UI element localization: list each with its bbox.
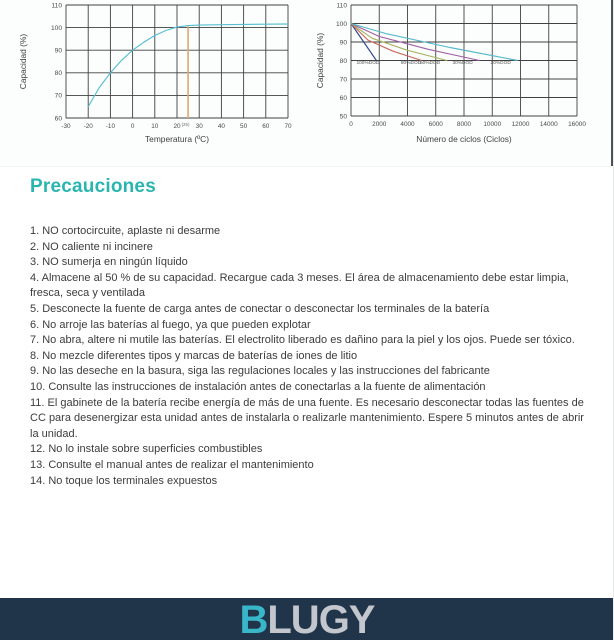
svg-text:14000: 14000 bbox=[539, 121, 558, 128]
svg-text:110: 110 bbox=[51, 2, 62, 10]
svg-text:70: 70 bbox=[284, 123, 292, 130]
svg-text:Número de ciclos (Ciclos): Número de ciclos (Ciclos) bbox=[416, 134, 512, 144]
svg-text:30: 30 bbox=[195, 123, 203, 130]
svg-text:50: 50 bbox=[240, 123, 248, 130]
precaution-item: 11. El gabinete de la batería recibe energía de más de una fuente. Es necesario desconectar todas las fuentes de CC para desenergizar esta unidad antes de instalarla o realizarle mantenimiento. Espere 5 minutos antes de abrir la unidad. bbox=[30, 396, 584, 440]
svg-text:8000: 8000 bbox=[456, 121, 472, 128]
precaution-item: 9. No las deseche en la basura, siga las regulaciones locales y las instrucciones del fabricante bbox=[30, 365, 490, 378]
svg-text:80: 80 bbox=[339, 57, 347, 65]
svg-text:50: 50 bbox=[339, 113, 347, 121]
charts-section bbox=[0, 0, 614, 167]
svg-text:60: 60 bbox=[339, 94, 347, 102]
svg-text:-20: -20 bbox=[83, 123, 93, 130]
precaution-item: 5. Desconecte la fuente de carga antes de conectar o desconectar los terminales de la batería bbox=[30, 302, 490, 315]
svg-text:60: 60 bbox=[262, 123, 270, 130]
precaution-item: 8. No mezcle diferentes tipos y marcas de baterías de iones de litio bbox=[30, 349, 358, 362]
blugy-logo bbox=[239, 598, 374, 640]
footer-bar bbox=[0, 598, 614, 640]
svg-text:50%DOD: 50%DOD bbox=[419, 60, 441, 66]
svg-text:6000: 6000 bbox=[428, 121, 443, 128]
logo-rest-letters: LUGY bbox=[267, 598, 375, 640]
svg-text:80: 80 bbox=[54, 70, 62, 78]
svg-text:-10: -10 bbox=[105, 123, 116, 130]
svg-text:30%DOD: 30%DOD bbox=[452, 60, 473, 66]
svg-text:100: 100 bbox=[335, 20, 347, 28]
capacity-vs-temperature-chart bbox=[0, 0, 307, 165]
svg-text:40: 40 bbox=[217, 123, 225, 130]
svg-text:0: 0 bbox=[349, 121, 353, 128]
svg-text:90: 90 bbox=[54, 47, 62, 55]
precaution-item: 4. Almacene al 50 % de su capacidad. Recargue cada 3 meses. El área de almacenamiento debe estar limpia, fresca, seca y ventilada bbox=[30, 271, 569, 300]
svg-text:70: 70 bbox=[339, 76, 347, 84]
precaution-item: 12. No lo instale sobre superficies combustibles bbox=[30, 443, 263, 456]
svg-text:80%DOD: 80%DOD bbox=[400, 60, 422, 66]
svg-text:Capacidad (%): Capacidad (%) bbox=[315, 32, 325, 89]
svg-text:100%DOD: 100%DOD bbox=[356, 60, 380, 66]
precaution-item: 7. No abra, altere ni mutile las baterías. El electrolito liberado es dañino para la piel y los ojos. Puede ser tóxico. bbox=[30, 334, 575, 347]
svg-text:70: 70 bbox=[54, 92, 62, 100]
precaution-item: 14. No toque los terminales expuestos bbox=[30, 474, 218, 487]
capacity-vs-cycles-chart bbox=[307, 0, 614, 165]
svg-text:Capacidad (%): Capacidad (%) bbox=[18, 33, 28, 90]
logo-first-letter: B bbox=[239, 598, 268, 640]
precaution-item: 13. Consulte el manual antes de realizar el mantenimiento bbox=[30, 458, 314, 471]
svg-text:110: 110 bbox=[336, 2, 347, 10]
svg-text:12000: 12000 bbox=[511, 121, 530, 128]
precaution-item: 2. NO caliente ni incinere bbox=[30, 240, 153, 253]
svg-text:16000: 16000 bbox=[568, 121, 586, 128]
svg-text:60: 60 bbox=[54, 115, 62, 123]
svg-text:100: 100 bbox=[50, 24, 62, 32]
precautions-heading: Precauciones bbox=[30, 176, 156, 197]
precaution-item: 10. Consulte las instrucciones de instalación antes de conectarlas a la fuente de alimentación bbox=[30, 380, 486, 393]
svg-text:(25): (25) bbox=[181, 122, 190, 127]
capacity-vs-cycles-plot bbox=[307, 0, 614, 165]
svg-text:10000: 10000 bbox=[483, 121, 502, 128]
precautions-section bbox=[30, 176, 592, 489]
svg-text:Temperatura (ºC): Temperatura (ºC) bbox=[144, 134, 210, 144]
precaution-item: 6. No arroje las baterías al fuego, ya que pueden explotar bbox=[30, 318, 311, 331]
svg-text:90: 90 bbox=[339, 39, 347, 47]
svg-text:0: 0 bbox=[130, 123, 135, 130]
svg-text:20%DOD: 20%DOD bbox=[490, 60, 511, 66]
capacity-vs-temperature-plot bbox=[0, 0, 307, 165]
svg-text:4000: 4000 bbox=[400, 121, 415, 128]
precautions-list bbox=[30, 224, 592, 489]
svg-text:20: 20 bbox=[173, 123, 181, 130]
precaution-item: 3. NO sumerja en ningún líquido bbox=[30, 256, 188, 269]
precaution-item: 1. NO cortocircuite, aplaste ni desarme bbox=[30, 225, 221, 237]
svg-text:2000: 2000 bbox=[372, 121, 387, 128]
svg-text:-30: -30 bbox=[61, 123, 71, 130]
svg-text:10: 10 bbox=[151, 123, 159, 130]
